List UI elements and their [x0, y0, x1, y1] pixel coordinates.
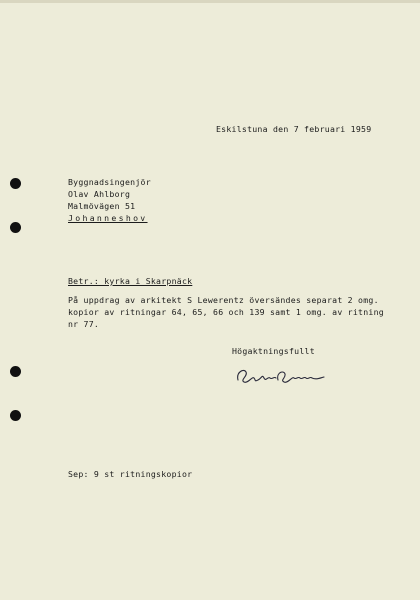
date-line: Eskilstuna den 7 februari 1959: [216, 124, 372, 134]
body-line: På uppdrag av arkitekt S Lewerentz översändes separat 2 omg.: [68, 295, 379, 305]
punch-hole: [10, 410, 21, 421]
punch-hole: [10, 366, 21, 377]
enclosure-line: Sep: 9 st ritningskopior: [68, 469, 193, 479]
subject-line: Betr.: kyrka i Skarpnäck: [68, 276, 193, 286]
body-line: nr 77.: [68, 319, 100, 329]
closing-line: Högaktningsfullt: [232, 346, 315, 356]
handwritten-signature: [232, 362, 328, 392]
punch-hole: [10, 222, 21, 233]
recipient-city: Johanneshov: [68, 213, 148, 223]
body-line: kopior av ritningar 64, 65, 66 och 139 samt 1 omg. av ritning: [68, 307, 384, 317]
recipient-address: [68, 176, 151, 224]
recipient-title: Byggnadsingenjör: [68, 177, 151, 187]
letter-body: [68, 294, 398, 330]
punch-hole: [10, 178, 21, 189]
page-top-edge: [0, 0, 420, 3]
recipient-name: Olav Ahlborg: [68, 189, 131, 199]
recipient-street: Malmövägen 51: [68, 201, 136, 211]
